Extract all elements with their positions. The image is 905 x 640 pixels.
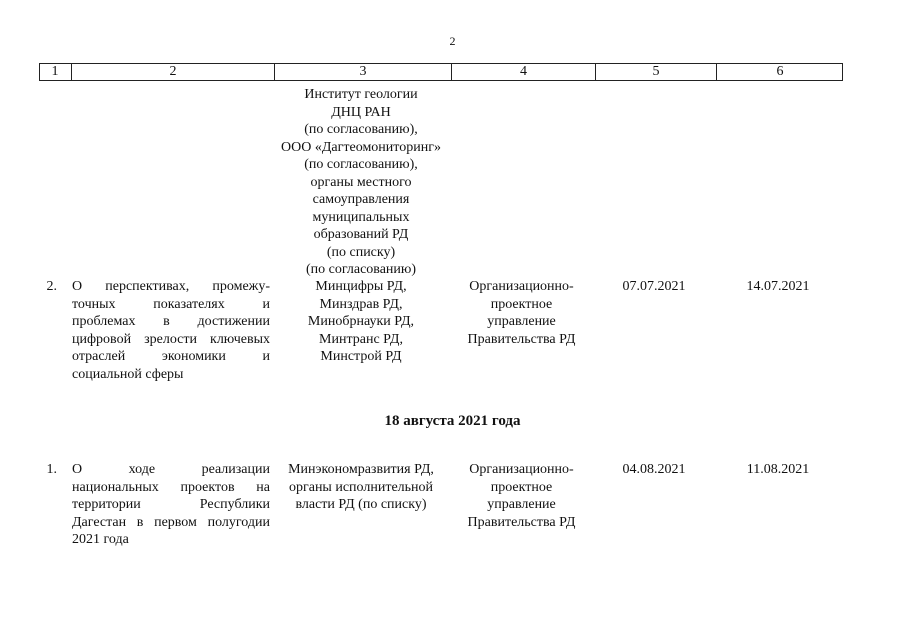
topic-line: Дагестан в первом полугодии	[72, 514, 270, 530]
topic-line: отраслей экономики и	[72, 349, 270, 364]
header-col-1: 1	[51, 64, 59, 79]
executor-line: (по согласованию),	[304, 122, 418, 137]
item-number: 2.	[46, 279, 57, 294]
executor-line: (по согласованию),	[304, 157, 418, 172]
header-col-3: 3	[274, 64, 451, 80]
continued-executors-cell	[273, 86, 449, 279]
item-number: 1.	[46, 462, 57, 477]
responsible-line: проектное	[490, 479, 553, 495]
topic-line: национальных проектов на	[72, 479, 270, 495]
executor-line: органы исполнительной	[288, 479, 434, 495]
item-date-2: 14.07.2021	[746, 279, 810, 294]
item-topic-cell	[72, 461, 270, 549]
responsible-line: проектное	[490, 296, 553, 312]
item-responsible-cell	[450, 278, 593, 348]
executor-line: Минздрав РД,	[319, 296, 403, 312]
item-responsible-cell	[450, 461, 593, 531]
executor-line: ООО «Дагтеомониторинг»	[281, 139, 441, 155]
topic-line: территории Республики	[72, 497, 270, 512]
item-date-1: 07.07.2021	[622, 279, 686, 294]
responsible-line: Организационно-	[469, 279, 574, 294]
topic-line: 2021 года	[72, 532, 129, 547]
header-col-2: 2	[71, 64, 274, 80]
executor-line: Минобрнауки РД,	[307, 314, 415, 329]
executor-line: (по согласованию)	[305, 262, 417, 277]
executor-line: Минстрой РД	[320, 349, 402, 364]
item-executors-cell	[283, 278, 439, 366]
topic-line: О ходе реализации	[72, 462, 270, 477]
topic-line: проблемах в достижении	[72, 314, 270, 329]
executor-line: муниципальных	[312, 209, 410, 225]
executor-line: Минэкономразвития РД,	[288, 462, 434, 477]
table-header-row	[39, 63, 843, 81]
executor-line: ДНЦ РАН	[331, 104, 391, 120]
executor-line: Минцифры РД,	[315, 279, 407, 294]
item-date-2: 11.08.2021	[746, 462, 810, 477]
executor-line: (по списку)	[326, 244, 396, 260]
executor-line: образований РД	[313, 227, 409, 242]
executor-line: Институт геологии	[304, 87, 418, 102]
header-col-5: 5	[595, 64, 716, 80]
executor-line: власти РД (по списку)	[295, 497, 427, 512]
executor-line: Минтранс РД,	[319, 331, 403, 347]
executor-line: самоуправления	[312, 192, 410, 207]
page-number: 2	[449, 34, 456, 48]
responsible-line: управление	[487, 314, 556, 329]
topic-line: цифровой зрелости ключевых	[72, 331, 270, 347]
executor-line: органы местного	[310, 174, 412, 190]
header-col-4: 4	[451, 64, 595, 80]
responsible-line: Организационно-	[469, 462, 574, 477]
item-topic-cell	[72, 278, 270, 383]
item-executors-cell	[279, 461, 443, 514]
responsible-line: Правительства РД	[467, 331, 576, 347]
section-title: 18 августа 2021 года	[384, 413, 521, 429]
header-col-6: 6	[716, 64, 843, 80]
responsible-line: управление	[487, 497, 556, 512]
topic-line: точных показателях и	[72, 296, 270, 312]
topic-line: социальной сферы	[72, 366, 184, 382]
topic-line: О перспективах, промежу-	[72, 279, 270, 294]
responsible-line: Правительства РД	[467, 514, 576, 530]
item-date-1: 04.08.2021	[622, 462, 686, 477]
